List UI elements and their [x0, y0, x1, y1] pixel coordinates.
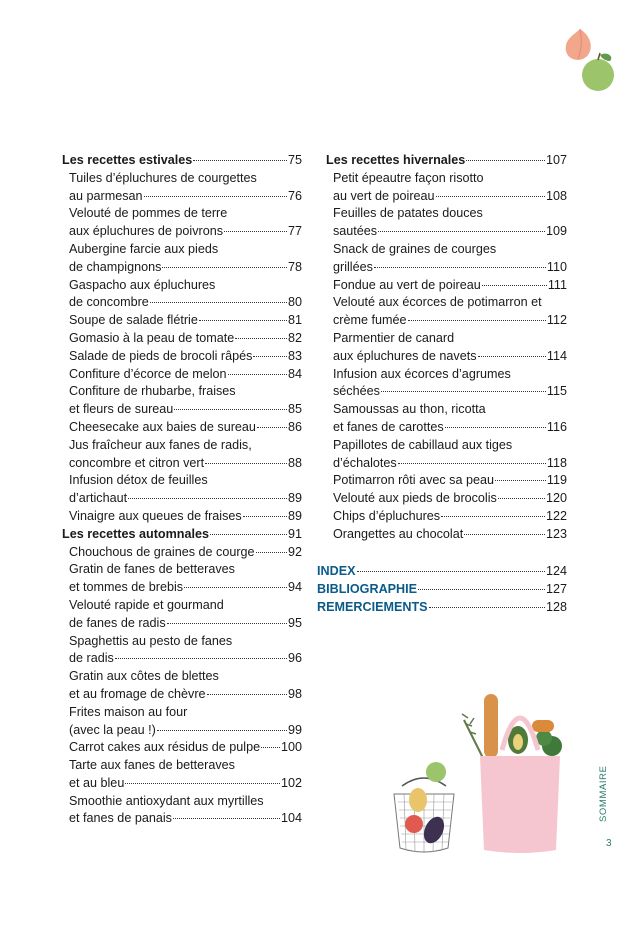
toc-entry[interactable] [62, 810, 302, 828]
toc-label: Fondue au vert de poireau [333, 277, 481, 292]
toc-entry [62, 241, 302, 259]
toc-index-block [317, 563, 567, 616]
toc-page-number: 85 [287, 402, 302, 417]
toc-label: d’artichaut [69, 491, 128, 506]
toc-page-number: 92 [287, 544, 302, 559]
toc-entry[interactable] [62, 330, 302, 348]
dot-leader [167, 623, 287, 624]
toc-page-number: 88 [287, 455, 302, 470]
toc-page-number: 109 [545, 224, 567, 239]
toc-page-number: 84 [287, 366, 302, 381]
toc-label: Papillotes de cabillaud aux tiges [333, 437, 513, 452]
dot-leader [199, 320, 287, 321]
dot-leader [381, 391, 546, 392]
dot-leader [125, 783, 280, 784]
toc-entry [62, 704, 302, 722]
toc-page-number: 89 [287, 508, 302, 523]
dot-leader [193, 160, 287, 161]
dot-leader [378, 231, 545, 232]
dot-leader [357, 571, 545, 572]
toc-entry[interactable] [62, 615, 302, 633]
toc-entry[interactable] [62, 579, 302, 597]
toc-entry[interactable] [62, 294, 302, 312]
toc-entry[interactable] [326, 419, 567, 437]
toc-entry [326, 401, 567, 419]
toc-label: grillées [333, 259, 373, 274]
toc-entry[interactable] [62, 650, 302, 668]
toc-page-number: 76 [287, 188, 302, 203]
toc-entry[interactable] [326, 490, 567, 508]
toc-entry[interactable] [326, 259, 567, 277]
toc-entry[interactable] [62, 686, 302, 704]
toc-label: Samoussas au thon, ricotta [333, 402, 486, 417]
toc-page-number: 123 [545, 526, 567, 541]
grocery-bags-icon [384, 690, 580, 860]
dot-leader [144, 196, 287, 197]
toc-entry[interactable] [62, 544, 302, 562]
dot-leader [408, 320, 546, 321]
toc-entry [326, 294, 567, 312]
toc-label: Velouté aux pieds de brocolis [333, 491, 497, 506]
toc-page-number: 114 [546, 348, 567, 363]
dot-leader [184, 587, 287, 588]
dot-leader [174, 409, 287, 410]
toc-label: Les recettes hivernales [326, 153, 466, 167]
toc-label: Tuiles d’épluchures de courgettes [69, 170, 257, 185]
toc-label: au parmesan [69, 188, 143, 203]
toc-entry[interactable] [62, 188, 302, 206]
dot-leader [418, 589, 545, 590]
toc-label: et au bleu [69, 775, 125, 790]
toc-label: de champignons [69, 259, 162, 274]
toc-entry[interactable] [326, 508, 567, 526]
toc-label: Potimarron rôti avec sa peau [333, 473, 495, 488]
toc-label: Snack de graines de courges [333, 241, 497, 256]
page-number: 3 [606, 838, 612, 849]
toc-section-heading[interactable] [326, 152, 567, 170]
toc-label: Gratin de fanes de betteraves [69, 562, 235, 577]
dot-leader [495, 480, 546, 481]
toc-entry[interactable] [326, 312, 567, 330]
toc-label: Frites maison au four [69, 704, 188, 719]
dot-leader [464, 534, 545, 535]
side-label-text: SOMMAIRE [598, 765, 609, 822]
toc-page-number: 83 [287, 348, 302, 363]
toc-label: Gaspacho aux épluchures [69, 277, 216, 292]
toc-index-entry[interactable] [317, 563, 567, 581]
toc-label: BIBLIOGRAPHIE [317, 581, 418, 596]
toc-entry [326, 241, 567, 259]
toc-entry [326, 205, 567, 223]
toc-label: d’échalotes [333, 455, 397, 470]
toc-label: Salade de pieds de brocoli râpés [69, 348, 253, 363]
toc-label: de concombre [69, 295, 149, 310]
toc-label: Velouté aux écorces de potimarron et [333, 295, 542, 310]
toc-label: aux épluchures de poivrons [69, 224, 224, 239]
toc-label: de fanes de radis [69, 615, 166, 630]
dot-leader [207, 694, 287, 695]
toc-entry [62, 170, 302, 188]
toc-label: Vinaigre aux queues de fraises [69, 508, 242, 523]
toc-label: Carrot cakes aux résidus de pulpe [69, 740, 261, 755]
toc-label: de radis [69, 651, 114, 666]
toc-entry [62, 757, 302, 775]
dot-leader [436, 196, 545, 197]
dot-leader [157, 730, 287, 731]
toc-label: Confiture d’écorce de melon [69, 366, 227, 381]
toc-section-heading[interactable] [62, 526, 302, 544]
toc-entry[interactable] [62, 348, 302, 366]
toc-label: sautées [333, 224, 378, 239]
toc-label: au vert de poireau [333, 188, 435, 203]
toc-label: Gratin aux côtes de blettes [69, 669, 219, 684]
toc-entry[interactable] [326, 223, 567, 241]
toc-entry [62, 205, 302, 223]
toc-label: Spaghettis au pesto de fanes [69, 633, 233, 648]
toc-label: Velouté de pommes de terre [69, 206, 228, 221]
toc-entry[interactable] [62, 722, 302, 740]
toc-entry [62, 561, 302, 579]
toc-entry[interactable] [62, 259, 302, 277]
toc-label: INDEX [317, 564, 356, 578]
toc-label: Les recettes automnales [62, 526, 209, 541]
toc-label: crème fumée [333, 313, 407, 328]
toc-entry[interactable] [62, 419, 302, 437]
toc-label: (avec la peau !) [69, 722, 156, 737]
dot-leader [482, 285, 547, 286]
toc-label: et fanes de panais [69, 811, 172, 826]
dot-leader [205, 463, 287, 464]
toc-label: Tarte aux fanes de betteraves [69, 758, 235, 773]
toc-label: REMERCIEMENTS [317, 599, 428, 614]
toc-entry [62, 277, 302, 295]
toc-entry[interactable] [62, 508, 302, 526]
toc-page-number: 82 [287, 330, 302, 345]
toc-entry[interactable] [326, 383, 567, 401]
toc-label: concombre et citron vert [69, 455, 205, 470]
dot-leader [173, 818, 280, 819]
toc-page-number: 75 [287, 153, 302, 167]
dot-leader [128, 498, 287, 499]
dot-leader [235, 338, 287, 339]
dot-leader [261, 747, 280, 748]
toc-page-number: 96 [287, 651, 302, 666]
fruits-icon [560, 25, 622, 99]
toc-entry[interactable] [326, 188, 567, 206]
toc-label: Infusion détox de feuilles [69, 473, 208, 488]
toc-entry[interactable] [62, 366, 302, 384]
dot-leader [445, 427, 546, 428]
toc-page-number: 120 [545, 491, 567, 506]
dot-leader [498, 498, 545, 499]
toc-left-column [62, 152, 302, 828]
toc-label: Parmentier de canard [333, 330, 455, 345]
toc-label: Cheesecake aux baies de sureau [69, 419, 256, 434]
toc-page-number: 95 [287, 615, 302, 630]
toc-page-number: 78 [287, 259, 302, 274]
dot-leader [210, 534, 287, 535]
toc-page-number: 104 [280, 811, 302, 826]
toc-page-number: 111 [547, 277, 567, 292]
toc-page-number: 99 [287, 722, 302, 737]
toc-label: aux épluchures de navets [333, 348, 477, 363]
toc-label: Confiture de rhubarbe, fraises [69, 384, 236, 399]
toc-entry [62, 437, 302, 455]
toc-label: Aubergine farcie aux pieds [69, 241, 219, 256]
toc-label: Velouté rapide et gourmand [69, 597, 224, 612]
toc-entry [62, 597, 302, 615]
toc-page-number: 128 [545, 599, 567, 614]
toc-page-number: 81 [287, 313, 302, 328]
section-side-label [598, 765, 618, 830]
toc-page-number: 124 [545, 564, 567, 578]
toc-page-number: 98 [287, 686, 302, 701]
toc-section-heading[interactable] [62, 152, 302, 170]
dot-leader [243, 516, 287, 517]
toc-label: Orangettes au chocolat [333, 526, 464, 541]
toc-page-number: 80 [287, 295, 302, 310]
toc-page-number: 119 [546, 473, 567, 488]
toc-entry[interactable] [62, 223, 302, 241]
toc-page-number: 91 [287, 526, 302, 541]
toc-label: Jus fraîcheur aux fanes de radis, [69, 437, 252, 452]
toc-entry[interactable] [326, 472, 567, 490]
toc-entry[interactable] [62, 739, 302, 757]
toc-page-number: 94 [287, 580, 302, 595]
toc-page-number: 89 [287, 491, 302, 506]
toc-entry[interactable] [62, 401, 302, 419]
toc-entry[interactable] [62, 490, 302, 508]
toc-page-number: 112 [546, 313, 567, 328]
toc-label: Infusion aux écorces d’agrumes [333, 366, 511, 381]
dot-leader [115, 658, 287, 659]
dot-leader [374, 267, 546, 268]
toc-label: Les recettes estivales [62, 153, 193, 167]
dot-leader [466, 160, 545, 161]
toc-entry [326, 366, 567, 384]
toc-label: et tommes de brebis [69, 580, 184, 595]
toc-page-number: 107 [545, 153, 567, 167]
toc-label: Chouchous de graines de courge [69, 544, 255, 559]
toc-label: séchées [333, 384, 380, 399]
toc-entry [62, 383, 302, 401]
toc-entry [326, 330, 567, 348]
toc-entry[interactable] [326, 277, 567, 295]
toc-page-number: 115 [546, 384, 567, 399]
dot-leader [162, 267, 287, 268]
toc-label: Petit épeautre façon risotto [333, 170, 484, 185]
toc-entry [62, 472, 302, 490]
toc-page-number: 108 [545, 188, 567, 203]
toc-label: et fleurs de sureau [69, 402, 174, 417]
toc-entry [62, 668, 302, 686]
toc-page-number: 102 [280, 775, 302, 790]
toc-page-number: 110 [546, 259, 567, 274]
toc-label: Smoothie antioxydant aux myrtilles [69, 793, 264, 808]
dot-leader [429, 607, 545, 608]
dot-leader [253, 356, 287, 357]
dot-leader [256, 552, 287, 553]
toc-index-entry[interactable] [317, 581, 567, 599]
toc-entry[interactable] [62, 312, 302, 330]
toc-index-entry[interactable] [317, 599, 567, 617]
dot-leader [224, 231, 287, 232]
toc-page-number: 116 [546, 419, 567, 434]
toc-label: et au fromage de chèvre [69, 686, 206, 701]
toc-entry[interactable] [326, 526, 567, 544]
toc-page-number: 127 [545, 581, 567, 596]
toc-entry [62, 793, 302, 811]
toc-page-number: 86 [287, 419, 302, 434]
toc-entry [326, 437, 567, 455]
toc-entry[interactable] [326, 455, 567, 473]
toc-page-number: 118 [546, 455, 567, 470]
toc-entry[interactable] [62, 455, 302, 473]
toc-entry[interactable] [62, 775, 302, 793]
toc-label: Feuilles de patates douces [333, 206, 483, 221]
toc-label: Gomasio à la peau de tomate [69, 330, 235, 345]
dot-leader [478, 356, 546, 357]
dot-leader [228, 374, 287, 375]
toc-right-column [326, 152, 567, 544]
toc-entry [326, 170, 567, 188]
dot-leader [441, 516, 545, 517]
toc-label: et fanes de carottes [333, 419, 444, 434]
toc-page-number: 100 [280, 740, 302, 755]
toc-entry [62, 633, 302, 651]
toc-entry[interactable] [326, 348, 567, 366]
toc-label: Soupe de salade flétrie [69, 313, 198, 328]
dot-leader [257, 427, 287, 428]
dot-leader [398, 463, 546, 464]
toc-label: Chips d’épluchures [333, 508, 441, 523]
toc-page-number: 122 [545, 508, 567, 523]
toc-page-number: 77 [287, 224, 302, 239]
dot-leader [150, 302, 287, 303]
